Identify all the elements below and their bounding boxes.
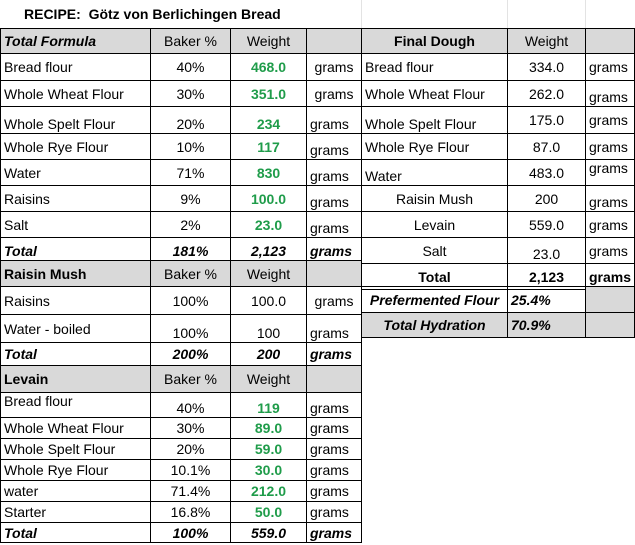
unit: grams — [307, 481, 362, 502]
weight-value: 117 — [231, 134, 307, 160]
weight-value: 334.0 — [508, 54, 586, 81]
levain-header: Levain — [1, 366, 151, 393]
table-row — [1, 212, 362, 238]
total-weight: 2,123 — [231, 238, 307, 264]
ingredient-name: Bread flour — [1, 393, 151, 418]
unit: grams — [307, 107, 362, 134]
unit: grams — [586, 238, 635, 264]
table-row — [362, 186, 635, 212]
summary-row — [362, 287, 635, 313]
weight-value: 100.0 — [231, 287, 307, 315]
ingredient-name: Whole Rye Flour — [1, 460, 151, 481]
baker-pct: 20% — [151, 107, 231, 134]
ingredient-name: Salt — [362, 238, 508, 264]
weight-value: 262.0 — [508, 81, 586, 107]
table-row — [1, 393, 362, 418]
unit: grams — [586, 264, 635, 290]
unit: grams — [307, 186, 362, 212]
baker-pct: 71% — [151, 160, 231, 186]
ingredient-name: Water — [1, 160, 151, 186]
weight-value: 234 — [231, 107, 307, 134]
recipe-title: RECIPE: Götz von Berlichingen Bread — [24, 6, 281, 22]
weight-value: 212.0 — [231, 481, 307, 502]
ingredient-name: Water - boiled — [1, 315, 151, 343]
empty-cell — [586, 287, 635, 313]
total-label: Total — [362, 264, 508, 290]
total-label: Total — [1, 238, 151, 264]
table-row — [1, 287, 362, 315]
table-row — [1, 315, 362, 343]
unit: grams — [586, 134, 635, 160]
baker-pct: 10% — [151, 134, 231, 160]
unit: grams — [307, 287, 362, 315]
empty-cell — [307, 366, 362, 393]
ingredient-name: Whole Rye Flour — [1, 134, 151, 160]
weight-value: 119 — [231, 393, 307, 418]
unit: grams — [307, 315, 362, 343]
weight-value: 175.0 — [508, 107, 586, 134]
unit: grams — [307, 54, 362, 81]
empty-cell — [307, 29, 362, 54]
table-row — [1, 460, 362, 481]
unit: grams — [307, 134, 362, 160]
unit: grams — [307, 212, 362, 238]
raisin-mush-header: Raisin Mush — [1, 261, 151, 287]
total-row — [1, 343, 362, 366]
unit: grams — [307, 238, 362, 264]
unit: grams — [307, 343, 362, 366]
weight-value: 87.0 — [508, 134, 586, 160]
baker-pct: 100% — [151, 287, 231, 315]
table-row — [362, 134, 635, 160]
unit: grams — [307, 81, 362, 107]
unit: grams — [307, 439, 362, 460]
unit: grams — [307, 502, 362, 523]
summary-row — [362, 313, 635, 338]
unit: grams — [586, 212, 635, 238]
ingredient-name: Whole Wheat Flour — [1, 418, 151, 439]
total-weight: 200 — [231, 343, 307, 366]
table-row — [1, 81, 362, 107]
table-row — [362, 238, 635, 264]
baker-pct: 2% — [151, 212, 231, 238]
total-label: Total — [1, 343, 151, 366]
total-pct: 100% — [151, 523, 231, 543]
ingredient-name: Whole Wheat Flour — [1, 81, 151, 107]
baker-pct: 40% — [151, 393, 231, 418]
weight-header: Weight — [231, 29, 307, 54]
weight-value: 50.0 — [231, 502, 307, 523]
table-row — [1, 439, 362, 460]
ingredient-name: Whole Spelt Flour — [362, 107, 508, 134]
empty-cell — [586, 29, 635, 54]
gridline — [361, 0, 362, 28]
ingredient-name: Starter — [1, 502, 151, 523]
raisin-mush-table — [0, 260, 362, 366]
ingredient-name: Bread flour — [362, 54, 508, 81]
ingredient-name: Whole Spelt Flour — [1, 439, 151, 460]
total-formula-header: Total Formula — [1, 29, 151, 54]
table-row — [1, 418, 362, 439]
unit: grams — [307, 418, 362, 439]
weight-value: 59.0 — [231, 439, 307, 460]
weight-value: 100 — [231, 315, 307, 343]
total-pct: 181% — [151, 238, 231, 264]
table-row — [1, 107, 362, 134]
table-row — [362, 81, 635, 107]
unit: grams — [307, 460, 362, 481]
weight-header: Weight — [231, 261, 307, 287]
baker-pct: 9% — [151, 186, 231, 212]
total-label: Total — [1, 523, 151, 543]
empty-cell — [586, 313, 635, 338]
table-row — [1, 54, 362, 81]
ingredient-name: Bread flour — [1, 54, 151, 81]
unit: grams — [586, 160, 635, 186]
weight-header: Weight — [231, 366, 307, 393]
total-weight: 559.0 — [231, 523, 307, 543]
ingredient-name: Levain — [362, 212, 508, 238]
baker-pct: 20% — [151, 439, 231, 460]
total-row — [1, 523, 362, 543]
ingredient-name: Whole Wheat Flour — [362, 81, 508, 107]
table-row — [1, 186, 362, 212]
empty-cell — [307, 261, 362, 287]
table-row — [1, 134, 362, 160]
unit: grams — [307, 160, 362, 186]
baker-pct: 16.8% — [151, 502, 231, 523]
weight-value: 559.0 — [508, 212, 586, 238]
weight-value: 89.0 — [231, 418, 307, 439]
unit: grams — [586, 186, 635, 212]
total-formula-table — [0, 28, 362, 264]
weight-value: 351.0 — [231, 81, 307, 107]
baker-pct: 10.1% — [151, 460, 231, 481]
weight-value: 23.0 — [508, 238, 586, 264]
total-pct: 200% — [151, 343, 231, 366]
baker-pct-header: Baker % — [151, 261, 231, 287]
ingredient-name: Raisins — [1, 186, 151, 212]
ingredient-name: Raisins — [1, 287, 151, 315]
unit: grams — [586, 81, 635, 107]
baker-pct: 100% — [151, 315, 231, 343]
weight-value: 468.0 — [231, 54, 307, 81]
ingredient-name: Raisin Mush — [362, 186, 508, 212]
unit: grams — [586, 107, 635, 134]
table-header-row — [362, 29, 635, 54]
baker-pct-header: Baker % — [151, 366, 231, 393]
table-header-row — [1, 29, 362, 54]
table-header-row — [1, 366, 362, 393]
unit: grams — [307, 393, 362, 418]
total-weight: 2,123 — [508, 264, 586, 290]
baker-pct: 40% — [151, 54, 231, 81]
baker-pct-header: Baker % — [151, 29, 231, 54]
weight-header: Weight — [508, 29, 586, 54]
gridline — [585, 0, 586, 28]
levain-table — [0, 365, 362, 543]
weight-value: 30.0 — [231, 460, 307, 481]
weight-value: 830 — [231, 160, 307, 186]
prefermented-flour-label: Prefermented Flour — [362, 287, 508, 313]
ingredient-name: Salt — [1, 212, 151, 238]
ingredient-name: Whole Spelt Flour — [1, 107, 151, 134]
gridline — [507, 0, 508, 28]
table-row — [362, 160, 635, 186]
baker-pct: 30% — [151, 81, 231, 107]
table-row — [1, 160, 362, 186]
weight-value: 483.0 — [508, 160, 586, 186]
table-row — [1, 481, 362, 502]
total-hydration-label: Total Hydration — [362, 313, 508, 338]
weight-value: 23.0 — [231, 212, 307, 238]
total-hydration-value: 70.9% — [508, 313, 586, 338]
weight-value: 200 — [508, 186, 586, 212]
table-row — [1, 502, 362, 523]
unit: grams — [307, 523, 362, 543]
final-dough-header: Final Dough — [362, 29, 508, 54]
table-row — [362, 212, 635, 238]
weight-value: 100.0 — [231, 186, 307, 212]
table-row — [362, 107, 635, 134]
baker-pct: 30% — [151, 418, 231, 439]
prefermented-flour-value: 25.4% — [508, 287, 586, 313]
table-header-row — [1, 261, 362, 287]
ingredient-name: water — [1, 481, 151, 502]
baker-pct: 71.4% — [151, 481, 231, 502]
final-dough-table — [361, 28, 635, 290]
ingredient-name: Water — [362, 160, 508, 186]
summary-table — [361, 286, 635, 338]
ingredient-name: Whole Rye Flour — [362, 134, 508, 160]
table-row — [362, 54, 635, 81]
unit: grams — [586, 54, 635, 81]
